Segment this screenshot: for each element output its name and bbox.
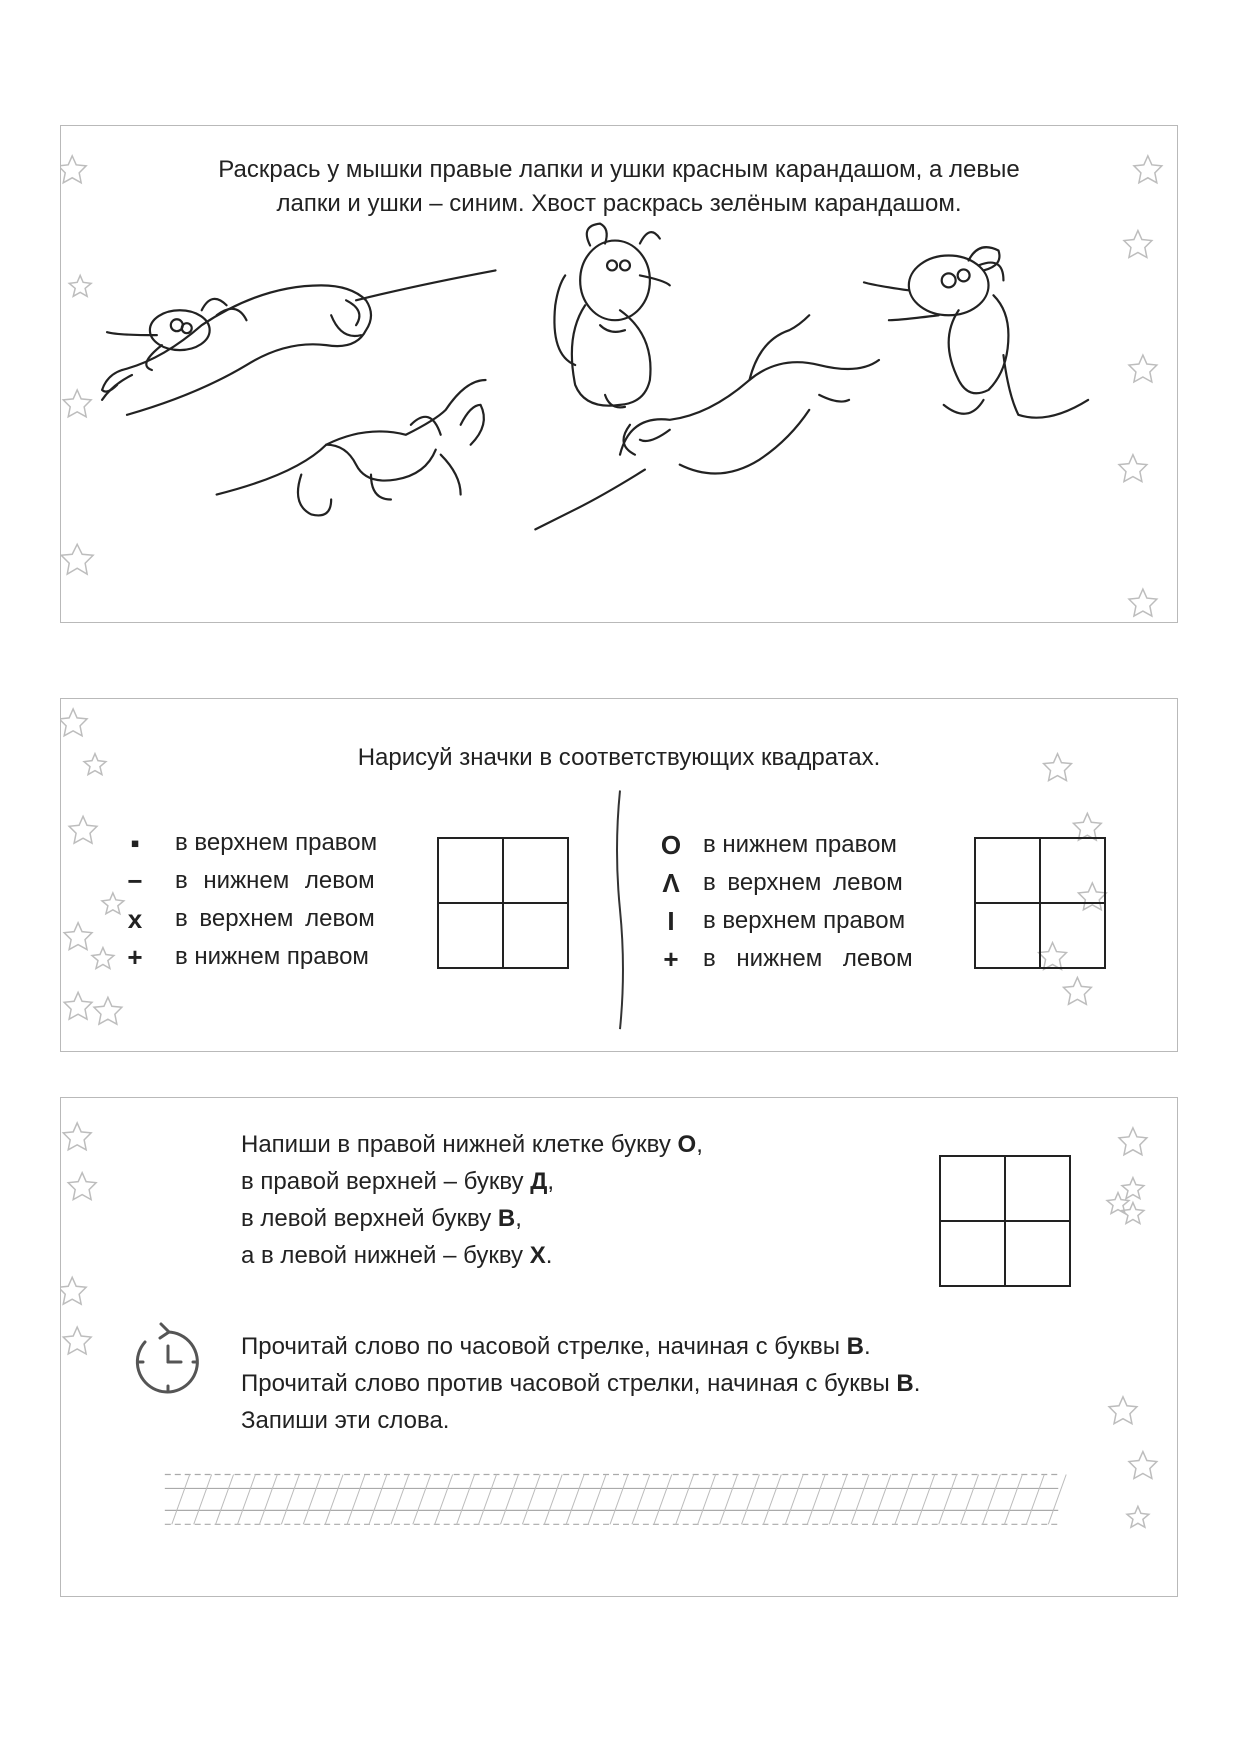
answer-grid-letters[interactable]	[939, 1155, 1071, 1287]
handwriting-lines[interactable]	[164, 1476, 1061, 1526]
task3-read1-letter: В	[846, 1333, 864, 1360]
symbol-bar: I	[667, 906, 675, 936]
task3-line3-end: ,	[515, 1205, 522, 1232]
task3-read1-text: Прочитай слово по часовой стрелке, начиная с буквы	[241, 1333, 847, 1360]
symbol-plus: +	[663, 944, 679, 974]
symbol-label: в верхнем правом	[703, 907, 906, 934]
task3-read1	[241, 1330, 871, 1364]
mouse-illustration	[554, 224, 669, 408]
task3-read2-text: Прочитай слово против часовой стрелки, начиная с буквы	[241, 1370, 897, 1397]
task3-line1	[241, 1128, 703, 1162]
mouse-illustration	[102, 270, 495, 414]
symbol-label: в верхнем левом	[703, 869, 903, 896]
mouse-illustration	[217, 380, 486, 515]
symbol-label: в нижнем левом	[175, 867, 375, 894]
task3-read3: Запиши эти слова.	[241, 1407, 450, 1434]
symbol-minus: −	[127, 866, 143, 896]
task3-line1-letter: О	[677, 1131, 697, 1158]
symbol-label: в нижнем левом	[703, 945, 913, 972]
symbol-caret: Λ	[662, 868, 680, 898]
symbol-label: в нижнем правом	[175, 943, 369, 970]
symbol-square: ▪	[130, 828, 140, 858]
task1-instruction-line2: лапки и ушки – синим. Хвост раскрась зелёным карандашом.	[276, 190, 962, 217]
clock-icon	[131, 1320, 205, 1398]
mouse-illustration	[535, 315, 879, 529]
task3-line4	[241, 1239, 552, 1273]
task3-read2-end: .	[913, 1370, 921, 1397]
symbol-label: в верхнем левом	[175, 905, 375, 932]
task3-line1-end: ,	[696, 1131, 703, 1158]
task3-line3-text: в левой верхней букву	[241, 1205, 498, 1232]
task3-line2-letter: Д	[530, 1168, 548, 1195]
symbol-plus: +	[127, 942, 143, 972]
answer-grid-right[interactable]	[974, 837, 1106, 969]
mouse-illustration	[864, 247, 1088, 418]
task3-line4-text: а в левой нижней – букву	[241, 1242, 530, 1269]
grid-cell-bottom-right[interactable]	[1040, 903, 1104, 967]
symbol-o: O	[660, 830, 682, 860]
grid-cell-bottom-left[interactable]	[439, 903, 503, 967]
symbol-label: в верхнем правом	[175, 829, 378, 856]
task-panel-symbols	[60, 698, 1178, 1052]
task3-line3	[241, 1202, 522, 1236]
task-panel-coloring	[60, 125, 1178, 623]
task1-instruction-line1: Раскрась у мышки правые лапки и ушки красным карандашом, а левые	[218, 156, 1020, 183]
grid-cell-top-right[interactable]	[503, 839, 567, 903]
grid-cell-bottom-right[interactable]	[503, 903, 567, 967]
grid-cell-top-right[interactable]	[1040, 839, 1104, 903]
task3-read2	[241, 1367, 920, 1401]
task2-title: Нарисуй значки в соответствующих квадратах.	[357, 744, 881, 771]
task3-read1-end: .	[863, 1333, 871, 1360]
answer-grid-left[interactable]	[437, 837, 569, 969]
grid-cell-bottom-left[interactable]	[941, 1221, 1005, 1285]
task3-line2-end: ,	[547, 1168, 554, 1195]
task3-line2-text: в правой верхней – букву	[241, 1168, 531, 1195]
task3-line1-text: Напиши в правой нижней клетке букву	[241, 1131, 678, 1158]
grid-cell-top-left[interactable]	[976, 839, 1040, 903]
grid-cell-top-right[interactable]	[1005, 1157, 1069, 1221]
task-panel-letters	[60, 1097, 1178, 1597]
task3-line4-end: .	[545, 1242, 553, 1269]
grid-cell-top-left[interactable]	[439, 839, 503, 903]
symbol-x: x	[127, 904, 143, 934]
grid-cell-bottom-left[interactable]	[976, 903, 1040, 967]
symbol-label: в нижнем правом	[703, 831, 897, 858]
task3-read2-letter: В	[896, 1370, 914, 1397]
task3-line4-letter: Х	[529, 1242, 546, 1269]
grid-cell-top-left[interactable]	[941, 1157, 1005, 1221]
grid-cell-bottom-right[interactable]	[1005, 1221, 1069, 1285]
task3-line3-letter: В	[497, 1205, 516, 1232]
task3-line2	[241, 1165, 554, 1199]
